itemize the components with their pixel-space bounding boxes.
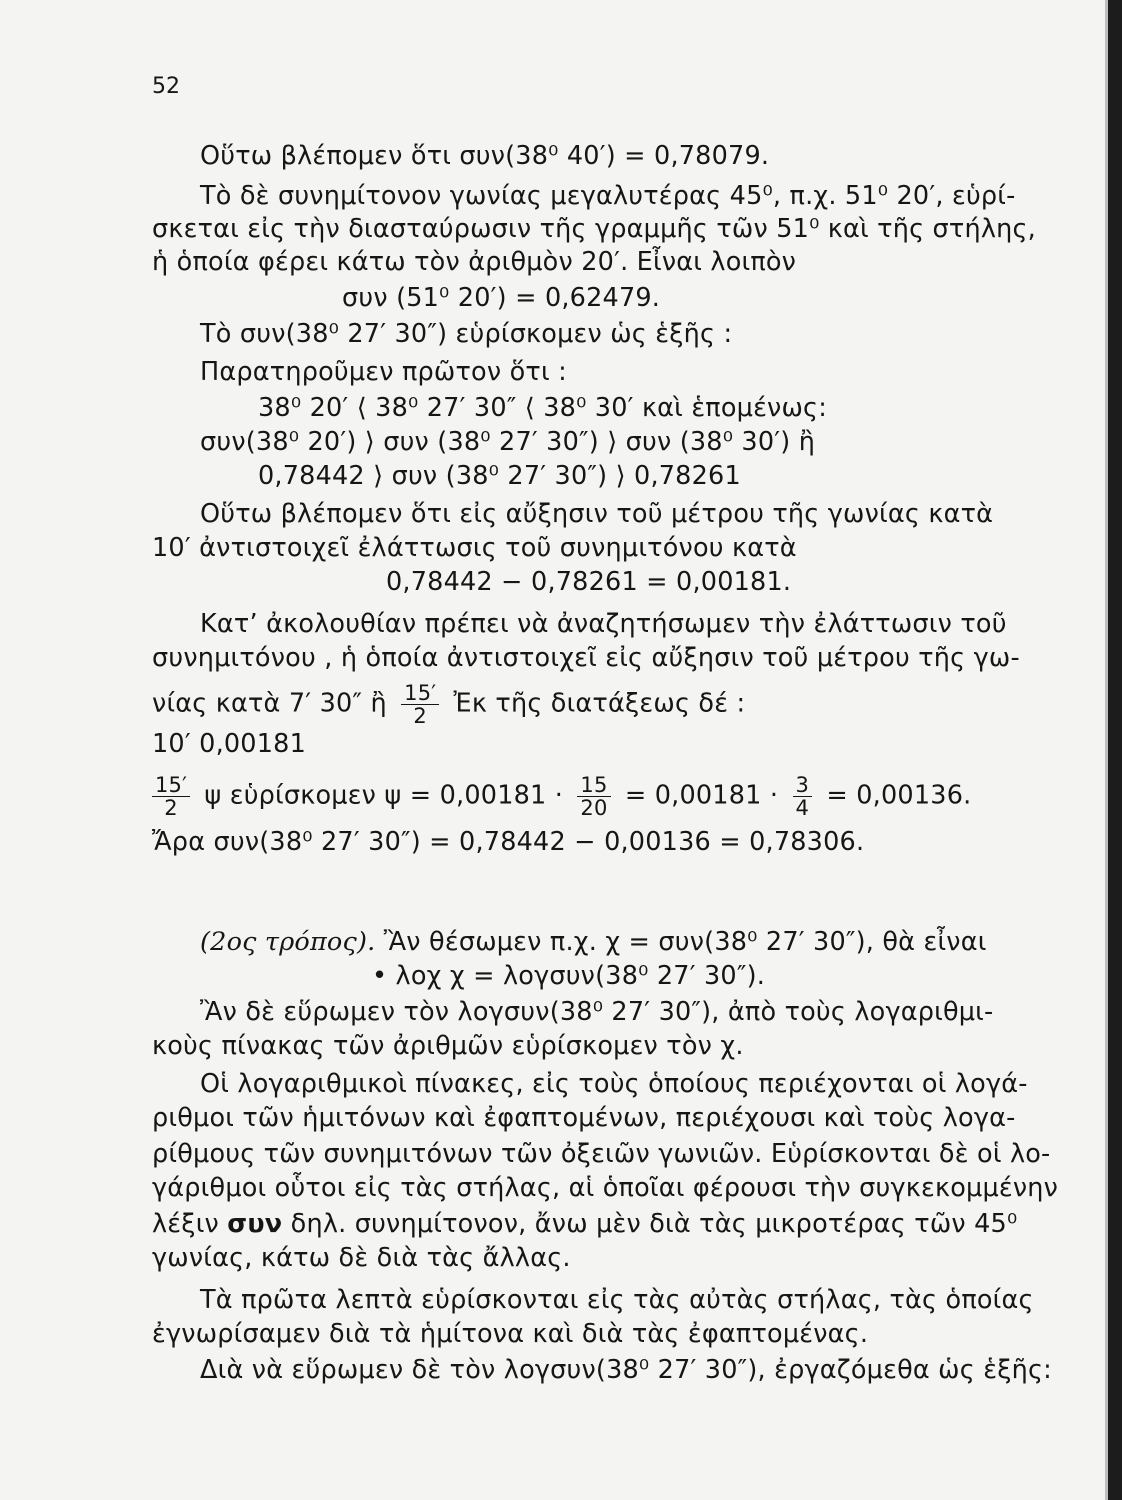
text-line: ρίθμους τῶν συνημιτόνων τῶν ὀξειῶν γωνιῶν. Εὑρίσκονται δὲ οἱ λο- [152,1139,1051,1169]
line-segment: λέξιν [152,1209,219,1239]
line-prefix: νίας κατὰ 7′ 30″ ἢ [152,688,387,719]
fraction-15-2 [401,682,439,727]
text-line: ἐγνωρίσαμεν διὰ τὰ ἡμίτονα καὶ διὰ τὰς ἐφαπτομένας. [152,1319,869,1349]
fraction-15-2 [152,774,190,819]
text-line-fraction [152,682,745,727]
text-line: γωνίας, κάτω δὲ διὰ τὰς ἄλλας. [152,1243,571,1273]
text-line: Διὰ νὰ εὕρωμεν δὲ τὸν λογσυν(38⁰ 27′ 30″), ἐργαζόμεθα ὡς ἑξῆς: [200,1355,1052,1385]
text-line-fraction [152,774,971,819]
text-line: Οὕτω βλέπομεν ὅτι εἰς αὔξησιν τοῦ μέτρου τῆς γωνίας κατὰ [200,499,994,529]
fraction-numerator: 15 [577,774,610,797]
text-line: Οἱ λογαριθμικοὶ πίνακες, εἰς τοὺς ὁποίους περιέχονται οἱ λογά- [200,1069,1028,1099]
text-line: 38⁰ 20′ ⟨ 38⁰ 27′ 30″ ⟨ 38⁰ 30′ καὶ ἑπομένως: [258,393,828,423]
text-line: 10′ ἀντιστοιχεῖ ἐλάττωσις τοῦ συνημιτόνου κατὰ [152,533,797,563]
text-line: συν(38⁰ 20′) ⟩ συν (38⁰ 27′ 30″) ⟩ συν (38⁰ 30′) ἢ [200,427,816,457]
fraction-denominator: 4 [795,796,810,820]
page-number: 52 [152,74,180,99]
text-line: συν (51⁰ 20′) = 0,62479. [342,283,661,313]
text-line: συνημιτόνου , ἡ ὁποία ἀντιστοιχεῖ εἰς αὔξησιν τοῦ μέτρου τῆς γω- [152,643,1020,673]
bold-word: συν [227,1209,283,1239]
text-line: Κατ’ ἀκολουθίαν πρέπει νὰ ἀναζητήσωμεν τὴν ἐλάττωσιν τοῦ [200,609,1007,639]
line-suffix: Ἐκ τῆς διατάξεως δέ : [453,688,746,719]
method-label: (2ος τρόπος). [200,927,376,957]
text-line: 10′ 0,00181 [152,729,306,759]
text-line: Ἄρα συν(38⁰ 27′ 30″) = 0,78442 − 0,00136 = 0,78306. [152,827,865,857]
line-segment: Ἂν θέσωμεν π.χ. χ = συν(38⁰ 27′ 30″), θὰ εἶναι [383,927,987,957]
text-line: Παρατηροῦμεν πρῶτον ὅτι : [200,357,567,387]
text-line: • λοχ χ = λογσυν(38⁰ 27′ 30″). [372,961,766,991]
text-line: Τὰ πρῶτα λεπτὰ εὑρίσκονται εἰς τὰς αὐτὰς στήλας, τὰς ὁποίας [200,1285,1034,1315]
fraction-numerator: 15′ [401,682,439,705]
line-segment: = 0,00136. [826,780,972,811]
line-segment: = 0,00181 · [624,780,779,811]
text-line: Τὸ δὲ συνημίτονον γωνίας μεγαλυτέρας 45⁰, π.χ. 51⁰ 20′, εὑρί- [200,181,1016,211]
page-edge-dark [1108,0,1122,1500]
fraction-denominator: 2 [164,796,178,820]
fraction-numerator: 15′ [152,774,190,797]
text-line [200,926,987,958]
text-line: Ἂν δὲ εὕρωμεν τὸν λογσυν(38⁰ 27′ 30″), ἀπὸ τοὺς λογαριθμι- [200,997,994,1027]
text-line: ριθμοι τῶν ἡμιτόνων καὶ ἐφαπτομένων, περιέχουσι καὶ τοὺς λογα- [152,1103,1016,1133]
fraction-denominator: 20 [580,796,608,820]
text-line: 0,78442 ⟩ συν (38⁰ 27′ 30″) ⟩ 0,78261 [258,461,741,491]
text-line: σκεται εἰς τὴν διασταύρωσιν τῆς γραμμῆς τῶν 51⁰ καὶ τῆς στήλης, [152,214,1036,244]
text-line [152,1208,1017,1240]
text-line: Οὕτω βλέπομεν ὅτι συν(38⁰ 40′) = 0,78079. [200,141,770,171]
text-line: κοὺς πίνακας τῶν ἀριθμῶν εὑρίσκομεν τὸν χ. [152,1031,744,1061]
text-line: 0,78442 − 0,78261 = 0,00181. [386,567,792,597]
line-segment: δηλ. συνημίτονον, ἄνω μὲν διὰ τὰς μικροτέρας τῶν 45⁰ [290,1209,1018,1239]
line-segment: ψ εὑρίσκομεν ψ = 0,00181 · [204,780,564,811]
fraction-3-4 [793,774,813,819]
fraction-numerator: 3 [793,774,813,797]
text-line: ἡ ὁποία φέρει κάτω τὸν ἀριθμὸν 20′. Εἶναι λοιπὸν [152,247,797,277]
fraction-15-20 [577,774,610,819]
text-line: γάριθμοι οὗτοι εἰς τὰς στήλας, αἱ ὁποῖαι φέρουσι τὴν συγκεκομμένην [152,1173,1059,1203]
text-line: Τὸ συν(38⁰ 27′ 30″) εὑρίσκομεν ὡς ἑξῆς : [200,319,733,349]
fraction-denominator: 2 [413,704,427,728]
